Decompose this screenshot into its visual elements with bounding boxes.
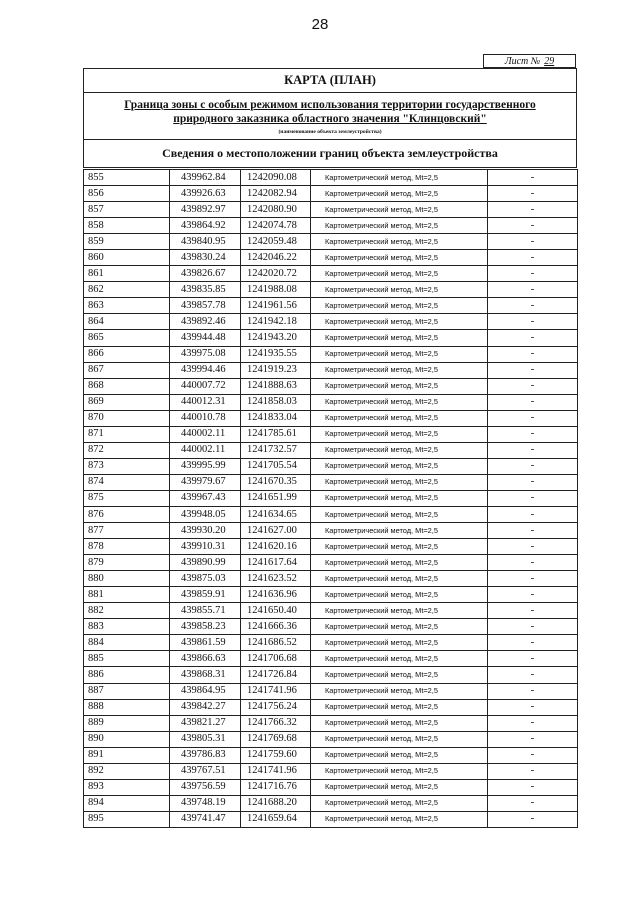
table-row (84, 202, 578, 218)
table-row (84, 667, 578, 683)
note-cell: - (488, 587, 578, 603)
note-cell: - (488, 603, 578, 619)
x-coordinate-cell: 440010.78 (170, 410, 241, 426)
table-row (84, 747, 578, 763)
point-number-cell: 895 (84, 811, 170, 827)
note-cell: - (488, 619, 578, 635)
note-cell: - (488, 811, 578, 827)
table-row (84, 539, 578, 555)
y-coordinate-cell: 1241651.99 (241, 490, 311, 506)
method-cell: Картометрический метод, Mt=2,5 (311, 763, 488, 779)
table-row (84, 250, 578, 266)
y-coordinate-cell: 1241620.16 (241, 539, 311, 555)
point-number-cell: 879 (84, 555, 170, 571)
method-cell: Картометрический метод, Mt=2,5 (311, 667, 488, 683)
method-cell: Картометрический метод, Mt=2,5 (311, 394, 488, 410)
point-number-cell: 885 (84, 651, 170, 667)
method-cell: Картометрический метод, Mt=2,5 (311, 731, 488, 747)
y-coordinate-cell: 1241650.40 (241, 603, 311, 619)
y-coordinate-cell: 1241686.52 (241, 635, 311, 651)
y-coordinate-cell: 1241732.57 (241, 442, 311, 458)
object-name-line-2: природного заказника областного значения "Клинцовский" (173, 113, 487, 125)
table-row (84, 490, 578, 506)
point-number-cell: 867 (84, 362, 170, 378)
x-coordinate-cell: 439748.19 (170, 795, 241, 811)
table-row (84, 731, 578, 747)
point-number-cell: 894 (84, 795, 170, 811)
method-cell: Картометрический метод, Mt=2,5 (311, 170, 488, 186)
note-cell: - (488, 186, 578, 202)
x-coordinate-cell: 439975.08 (170, 346, 241, 362)
point-number-cell: 882 (84, 603, 170, 619)
x-coordinate-cell: 439855.71 (170, 603, 241, 619)
table-row (84, 282, 578, 298)
method-cell: Картометрический метод, Mt=2,5 (311, 218, 488, 234)
table-row (84, 394, 578, 410)
method-cell: Картометрический метод, Mt=2,5 (311, 410, 488, 426)
note-cell: - (488, 683, 578, 699)
x-coordinate-cell: 439767.51 (170, 763, 241, 779)
y-coordinate-cell: 1241617.64 (241, 555, 311, 571)
table-row (84, 314, 578, 330)
coordinates-table (83, 169, 578, 828)
x-coordinate-cell: 439892.46 (170, 314, 241, 330)
y-coordinate-cell: 1241634.65 (241, 506, 311, 522)
note-cell: - (488, 426, 578, 442)
note-cell: - (488, 699, 578, 715)
note-cell: - (488, 555, 578, 571)
note-cell: - (488, 330, 578, 346)
note-cell: - (488, 731, 578, 747)
y-coordinate-cell: 1241785.61 (241, 426, 311, 442)
y-coordinate-cell: 1241759.60 (241, 747, 311, 763)
table-row (84, 683, 578, 699)
point-number-cell: 872 (84, 442, 170, 458)
x-coordinate-cell: 439926.63 (170, 186, 241, 202)
note-cell: - (488, 394, 578, 410)
note-cell: - (488, 506, 578, 522)
point-number-cell: 878 (84, 539, 170, 555)
y-coordinate-cell: 1241623.52 (241, 571, 311, 587)
x-coordinate-cell: 439821.27 (170, 715, 241, 731)
point-number-cell: 884 (84, 635, 170, 651)
x-coordinate-cell: 439962.84 (170, 170, 241, 186)
point-number-cell: 857 (84, 202, 170, 218)
table-row (84, 763, 578, 779)
x-coordinate-cell: 440002.11 (170, 442, 241, 458)
y-coordinate-cell: 1242074.78 (241, 218, 311, 234)
point-number-cell: 856 (84, 186, 170, 202)
point-number-cell: 868 (84, 378, 170, 394)
point-number-cell: 883 (84, 619, 170, 635)
table-row (84, 442, 578, 458)
y-coordinate-cell: 1241741.96 (241, 763, 311, 779)
note-cell: - (488, 442, 578, 458)
point-number-cell: 859 (84, 234, 170, 250)
note-cell: - (488, 747, 578, 763)
y-coordinate-cell: 1241741.96 (241, 683, 311, 699)
method-cell: Картометрический метод, Mt=2,5 (311, 506, 488, 522)
table-row (84, 362, 578, 378)
table-row (84, 346, 578, 362)
note-cell: - (488, 362, 578, 378)
note-cell: - (488, 795, 578, 811)
table-row (84, 555, 578, 571)
note-cell: - (488, 202, 578, 218)
table-row (84, 699, 578, 715)
method-cell: Картометрический метод, Mt=2,5 (311, 346, 488, 362)
table-row (84, 811, 578, 827)
table-row (84, 587, 578, 603)
x-coordinate-cell: 439858.23 (170, 619, 241, 635)
y-coordinate-cell: 1241988.08 (241, 282, 311, 298)
note-cell: - (488, 490, 578, 506)
table-row (84, 458, 578, 474)
x-coordinate-cell: 439826.67 (170, 266, 241, 282)
x-coordinate-cell: 439741.47 (170, 811, 241, 827)
table-row (84, 715, 578, 731)
method-cell: Картометрический метод, Mt=2,5 (311, 747, 488, 763)
y-coordinate-cell: 1241666.36 (241, 619, 311, 635)
point-number-cell: 886 (84, 667, 170, 683)
y-coordinate-cell: 1242046.22 (241, 250, 311, 266)
point-number-cell: 871 (84, 426, 170, 442)
point-number-cell: 860 (84, 250, 170, 266)
note-cell: - (488, 523, 578, 539)
y-coordinate-cell: 1242082.94 (241, 186, 311, 202)
method-cell: Картометрический метод, Mt=2,5 (311, 186, 488, 202)
method-cell: Картометрический метод, Mt=2,5 (311, 555, 488, 571)
y-coordinate-cell: 1241627.00 (241, 523, 311, 539)
y-coordinate-cell: 1241670.35 (241, 474, 311, 490)
table-row (84, 218, 578, 234)
table-row (84, 619, 578, 635)
y-coordinate-cell: 1241726.84 (241, 667, 311, 683)
y-coordinate-cell: 1241833.04 (241, 410, 311, 426)
method-cell: Картометрический метод, Mt=2,5 (311, 266, 488, 282)
y-coordinate-cell: 1241636.96 (241, 587, 311, 603)
document-title: КАРТА (ПЛАН) (84, 69, 576, 93)
sheet-label: Лист № (504, 56, 541, 67)
note-cell: - (488, 715, 578, 731)
point-number-cell: 890 (84, 731, 170, 747)
method-cell: Картометрический метод, Mt=2,5 (311, 474, 488, 490)
point-number-cell: 877 (84, 523, 170, 539)
method-cell: Картометрический метод, Mt=2,5 (311, 426, 488, 442)
x-coordinate-cell: 439864.92 (170, 218, 241, 234)
point-number-cell: 893 (84, 779, 170, 795)
object-name-block (84, 93, 576, 140)
point-number-cell: 870 (84, 410, 170, 426)
x-coordinate-cell: 439830.24 (170, 250, 241, 266)
point-number-cell: 880 (84, 571, 170, 587)
note-cell: - (488, 571, 578, 587)
method-cell: Картометрический метод, Mt=2,5 (311, 330, 488, 346)
point-number-cell: 874 (84, 474, 170, 490)
table-row (84, 474, 578, 490)
table-row (84, 795, 578, 811)
object-name-line-1: Граница зоны с особым режимом использования территории государственного (124, 99, 536, 111)
method-cell: Картометрический метод, Mt=2,5 (311, 362, 488, 378)
note-cell: - (488, 410, 578, 426)
x-coordinate-cell: 439910.31 (170, 539, 241, 555)
table-row (84, 266, 578, 282)
y-coordinate-cell: 1241769.68 (241, 731, 311, 747)
y-coordinate-cell: 1241858.03 (241, 394, 311, 410)
note-cell: - (488, 266, 578, 282)
x-coordinate-cell: 439892.97 (170, 202, 241, 218)
y-coordinate-cell: 1241705.54 (241, 458, 311, 474)
method-cell: Картометрический метод, Mt=2,5 (311, 202, 488, 218)
method-cell: Картометрический метод, Mt=2,5 (311, 250, 488, 266)
x-coordinate-cell: 439994.46 (170, 362, 241, 378)
y-coordinate-cell: 1241935.55 (241, 346, 311, 362)
table-row (84, 506, 578, 522)
point-number-cell: 892 (84, 763, 170, 779)
point-number-cell: 864 (84, 314, 170, 330)
method-cell: Картометрический метод, Mt=2,5 (311, 490, 488, 506)
note-cell: - (488, 667, 578, 683)
x-coordinate-cell: 439857.78 (170, 298, 241, 314)
point-number-cell: 876 (84, 506, 170, 522)
x-coordinate-cell: 439979.67 (170, 474, 241, 490)
note-cell: - (488, 458, 578, 474)
point-number-cell: 855 (84, 170, 170, 186)
x-coordinate-cell: 439805.31 (170, 731, 241, 747)
note-cell: - (488, 170, 578, 186)
table-row (84, 603, 578, 619)
x-coordinate-cell: 439995.99 (170, 458, 241, 474)
table-row (84, 523, 578, 539)
method-cell: Картометрический метод, Mt=2,5 (311, 683, 488, 699)
x-coordinate-cell: 439890.99 (170, 555, 241, 571)
table-row (84, 571, 578, 587)
method-cell: Картометрический метод, Mt=2,5 (311, 587, 488, 603)
y-coordinate-cell: 1241942.18 (241, 314, 311, 330)
note-cell: - (488, 346, 578, 362)
table-row (84, 426, 578, 442)
note-cell: - (488, 378, 578, 394)
point-number-cell: 875 (84, 490, 170, 506)
note-cell: - (488, 314, 578, 330)
point-number-cell: 887 (84, 683, 170, 699)
note-cell: - (488, 250, 578, 266)
x-coordinate-cell: 439859.91 (170, 587, 241, 603)
method-cell: Картометрический метод, Mt=2,5 (311, 282, 488, 298)
table-row (84, 410, 578, 426)
header-frame (83, 68, 577, 168)
point-number-cell: 881 (84, 587, 170, 603)
x-coordinate-cell: 440007.72 (170, 378, 241, 394)
table-row (84, 170, 578, 186)
method-cell: Картометрический метод, Mt=2,5 (311, 442, 488, 458)
y-coordinate-cell: 1241919.23 (241, 362, 311, 378)
x-coordinate-cell: 439756.59 (170, 779, 241, 795)
point-number-cell: 889 (84, 715, 170, 731)
method-cell: Картометрический метод, Mt=2,5 (311, 811, 488, 827)
point-number-cell: 866 (84, 346, 170, 362)
method-cell: Картометрический метод, Mt=2,5 (311, 619, 488, 635)
method-cell: Картометрический метод, Mt=2,5 (311, 234, 488, 250)
method-cell: Картометрический метод, Mt=2,5 (311, 651, 488, 667)
method-cell: Картометрический метод, Mt=2,5 (311, 378, 488, 394)
point-number-cell: 888 (84, 699, 170, 715)
note-cell: - (488, 539, 578, 555)
point-number-cell: 861 (84, 266, 170, 282)
point-number-cell: 862 (84, 282, 170, 298)
method-cell: Картометрический метод, Mt=2,5 (311, 635, 488, 651)
y-coordinate-cell: 1242090.08 (241, 170, 311, 186)
method-cell: Картометрический метод, Mt=2,5 (311, 699, 488, 715)
y-coordinate-cell: 1241706.68 (241, 651, 311, 667)
table-row (84, 635, 578, 651)
table-row (84, 234, 578, 250)
note-cell: - (488, 474, 578, 490)
y-coordinate-cell: 1242080.90 (241, 202, 311, 218)
method-cell: Картометрический метод, Mt=2,5 (311, 314, 488, 330)
method-cell: Картометрический метод, Mt=2,5 (311, 603, 488, 619)
method-cell: Картометрический метод, Mt=2,5 (311, 523, 488, 539)
method-cell: Картометрический метод, Mt=2,5 (311, 539, 488, 555)
x-coordinate-cell: 439864.95 (170, 683, 241, 699)
x-coordinate-cell: 439861.59 (170, 635, 241, 651)
y-coordinate-cell: 1241943.20 (241, 330, 311, 346)
x-coordinate-cell: 439866.63 (170, 651, 241, 667)
y-coordinate-cell: 1241766.32 (241, 715, 311, 731)
note-cell: - (488, 298, 578, 314)
x-coordinate-cell: 439840.95 (170, 234, 241, 250)
method-cell: Картометрический метод, Mt=2,5 (311, 298, 488, 314)
point-number-cell: 869 (84, 394, 170, 410)
y-coordinate-cell: 1241659.64 (241, 811, 311, 827)
x-coordinate-cell: 440002.11 (170, 426, 241, 442)
note-cell: - (488, 779, 578, 795)
table-row (84, 779, 578, 795)
x-coordinate-cell: 439967.43 (170, 490, 241, 506)
method-cell: Картометрический метод, Mt=2,5 (311, 715, 488, 731)
y-coordinate-cell: 1241688.20 (241, 795, 311, 811)
table-row (84, 651, 578, 667)
point-number-cell: 891 (84, 747, 170, 763)
y-coordinate-cell: 1242059.48 (241, 234, 311, 250)
note-cell: - (488, 651, 578, 667)
x-coordinate-cell: 439948.05 (170, 506, 241, 522)
method-cell: Картометрический метод, Mt=2,5 (311, 779, 488, 795)
point-number-cell: 863 (84, 298, 170, 314)
note-cell: - (488, 763, 578, 779)
note-cell: - (488, 218, 578, 234)
x-coordinate-cell: 439944.48 (170, 330, 241, 346)
y-coordinate-cell: 1241716.76 (241, 779, 311, 795)
y-coordinate-cell: 1241961.56 (241, 298, 311, 314)
x-coordinate-cell: 440012.31 (170, 394, 241, 410)
y-coordinate-cell: 1241756.24 (241, 699, 311, 715)
x-coordinate-cell: 439842.27 (170, 699, 241, 715)
note-cell: - (488, 234, 578, 250)
point-number-cell: 858 (84, 218, 170, 234)
x-coordinate-cell: 439868.31 (170, 667, 241, 683)
table-row (84, 378, 578, 394)
page-number: 28 (311, 16, 329, 33)
sheet-number-box (483, 54, 576, 68)
y-coordinate-cell: 1241888.63 (241, 378, 311, 394)
object-name-caption: (наименование объекта землеустройства) (278, 129, 382, 135)
x-coordinate-cell: 439875.03 (170, 571, 241, 587)
point-number-cell: 873 (84, 458, 170, 474)
method-cell: Картометрический метод, Mt=2,5 (311, 571, 488, 587)
y-coordinate-cell: 1242020.72 (241, 266, 311, 282)
table-row (84, 330, 578, 346)
note-cell: - (488, 282, 578, 298)
table-row (84, 298, 578, 314)
x-coordinate-cell: 439930.20 (170, 523, 241, 539)
x-coordinate-cell: 439835.85 (170, 282, 241, 298)
method-cell: Картометрический метод, Mt=2,5 (311, 458, 488, 474)
note-cell: - (488, 635, 578, 651)
point-number-cell: 865 (84, 330, 170, 346)
table-row (84, 186, 578, 202)
section-title: Сведения о местоположении границ объекта землеустройства (84, 140, 576, 168)
x-coordinate-cell: 439786.83 (170, 747, 241, 763)
method-cell: Картометрический метод, Mt=2,5 (311, 795, 488, 811)
sheet-number: 29 (544, 56, 555, 67)
